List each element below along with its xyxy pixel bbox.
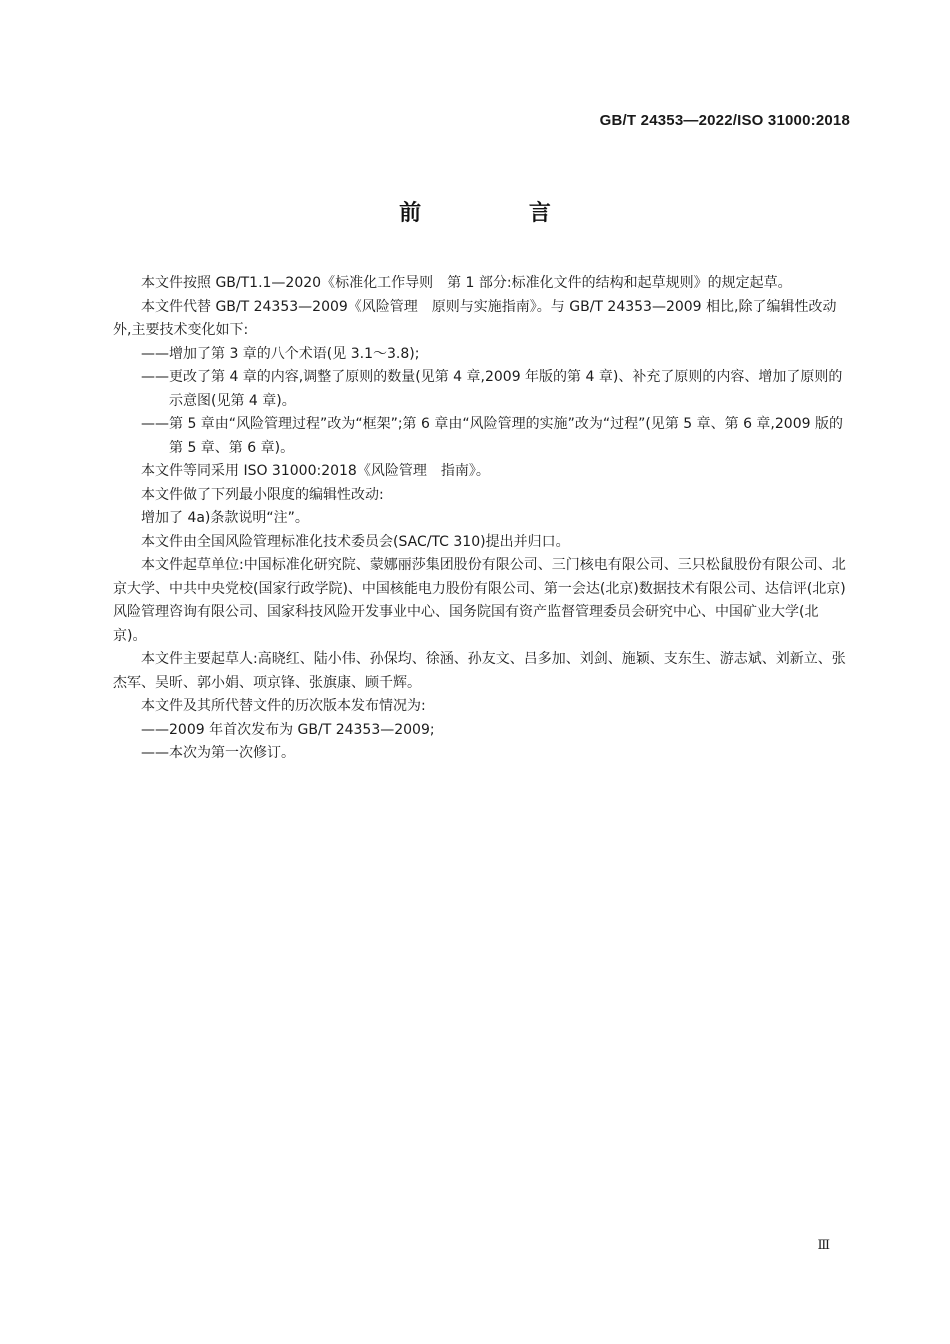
list-item-change-3: ——第 5 章由“风险管理过程”改为“框架”;第 6 章由“风险管理的实施”改为“过程”(见第 5 章、第 6 章,2009 版的第 5 章、第 6 章)。 [141,416,843,456]
list-item-history-1: ——2009 年首次发布为 GB/T 24353—2009; [141,721,435,738]
paragraph-drafters: 本文件主要起草人:高晓红、陆小伟、孙保均、徐涵、孙友文、吕多加、刘剑、施颖、支东生、游志斌、刘新立、张杰军、吴昕、郭小娟、项京锋、张旗康、顾千辉。 [113,651,846,691]
paragraph-note-added: 增加了 4a)条款说明“注”。 [141,510,309,526]
foreword-body [113,272,849,766]
paragraph-editorial: 本文件做了下列最小限度的编辑性改动: [141,486,384,503]
document-identifier: GB/T 24353—2022/ISO 31000:2018 [599,112,850,129]
list-item-history-2: ——本次为第一次修订。 [141,745,295,761]
paragraph-replaces: 本文件代替 GB/T 24353—2009《风险管理 原则与实施指南》。与 GB/T 24353—2009 相比,除了编辑性改动外,主要技术变化如下: [113,298,837,338]
page-number: Ⅲ [817,1238,830,1253]
list-item-change-1: ——增加了第 3 章的八个术语(见 3.1～3.8); [141,345,420,362]
list-item-change-2: ——更改了第 4 章的内容,调整了原则的数量(见第 4 章,2009 年版的第 4 章)、补充了原则的内容、增加了原则的示意图(见第 4 章)。 [141,369,843,409]
paragraph-committee: 本文件由全国风险管理标准化技术委员会(SAC/TC 310)提出并归口。 [141,533,570,550]
paragraph-drafting-units: 本文件起草单位:中国标准化研究院、蒙娜丽莎集团股份有限公司、三门核电有限公司、三只松鼠股份有限公司、北京大学、中共中央党校(国家行政学院)、中国核能电力股份有限公司、第一会达(北京)数据技术有限公司、达信评(北京)风险管理咨询有限公司、国家科技风险开发事业中心、国务院国有资产监督管理委员会研究中心、中国矿业大学(北京)。 [113,557,846,644]
paragraph-history: 本文件及其所代替文件的历次版本发布情况为: [141,698,426,714]
page-title: 前 言 [399,201,601,226]
paragraph-adoption: 本文件等同采用 ISO 31000:2018《风险管理 指南》。 [141,463,490,479]
paragraph-drafting-rules: 本文件按照 GB/T1.1—2020《标准化工作导则 第 1 部分:标准化文件的结构和起草规则》的规定起草。 [141,275,792,291]
